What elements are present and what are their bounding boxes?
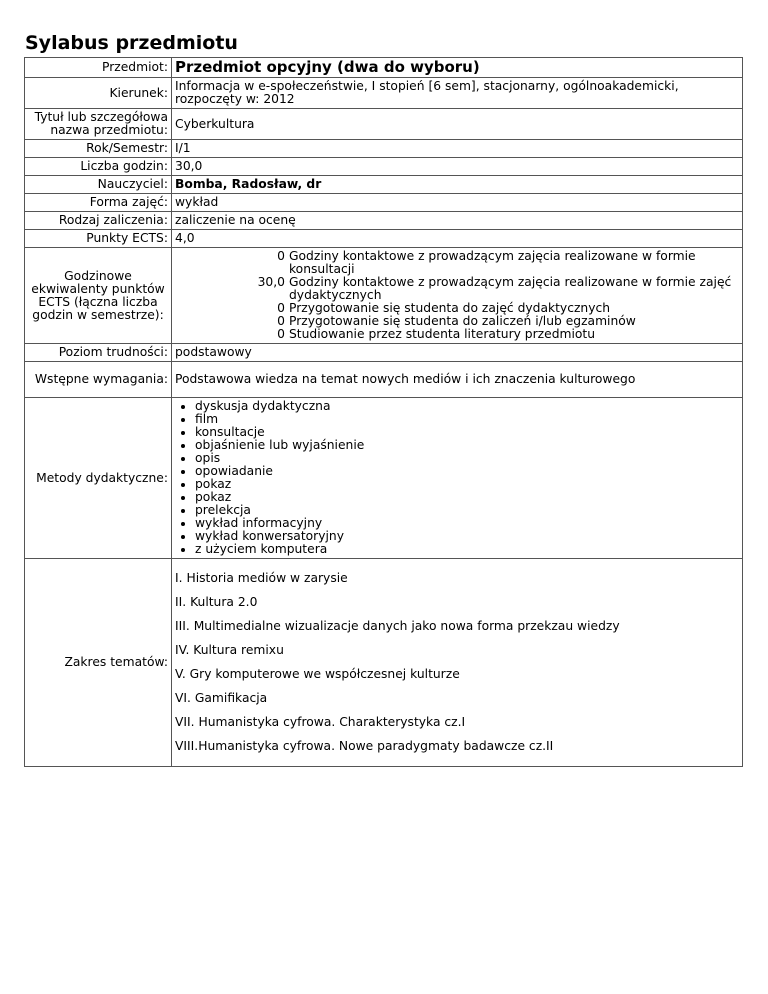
row-forma <box>25 194 743 212</box>
list-item: • pokaz <box>195 478 739 491</box>
hours-num: 30,0 <box>257 275 285 289</box>
row-nauczyciel <box>25 176 743 194</box>
row-rok <box>25 140 743 158</box>
row-kierunek <box>25 78 743 109</box>
label-wymagania: Wstępne wymagania: <box>25 362 172 398</box>
topic-item: VII. Humanistyka cyfrowa. Charakterystyka cz.I <box>175 715 466 729</box>
list-item: • wykład informacyjny <box>195 517 739 530</box>
list-item: • opis <box>195 452 739 465</box>
value-forma: wykład <box>172 194 743 212</box>
value-wymagania: Podstawowa wiedza na temat nowych mediów i ich znaczenia kulturowego <box>172 362 743 398</box>
row-poziom <box>25 344 743 362</box>
hours-text: Przygotowanie się studenta do zajęć dydaktycznych <box>289 301 611 315</box>
value-nauczyciel: Bomba, Radosław, dr <box>172 176 743 194</box>
list-item: • objaśnienie lub wyjaśnienie <box>195 439 739 452</box>
label-zakres: Zakres tematów: <box>25 559 172 767</box>
hours-text: Przygotowanie się studenta do zaliczeń i/lub egzaminów <box>289 314 636 328</box>
topic-item: V. Gry komputerowe we współczesnej kulturze <box>175 667 460 681</box>
label-ects: Punkty ECTS: <box>25 230 172 248</box>
hours-num: 0 <box>277 327 285 341</box>
value-godziny: 30,0 <box>172 158 743 176</box>
row-zaliczenie <box>25 212 743 230</box>
methods-list <box>175 400 739 556</box>
label-przedmiot: Przedmiot: <box>25 58 172 78</box>
label-kierunek: Kierunek: <box>25 78 172 109</box>
row-ects <box>25 230 743 248</box>
row-zakres <box>25 559 743 767</box>
hours-list <box>175 250 739 341</box>
value-kierunek: Informacja w e-społeczeństwie, I stopień [6 sem], stacjonarny, ogólnoakademicki, rozpoczęty w: 2012 <box>172 78 743 109</box>
label-rok: Rok/Semestr: <box>25 140 172 158</box>
label-zaliczenie: Rodzaj zaliczenia: <box>25 212 172 230</box>
row-wymagania <box>25 362 743 398</box>
hours-num: 0 <box>277 249 285 263</box>
list-item: • wykład konwersatoryjny <box>195 530 739 543</box>
list-item: • prelekcja <box>195 504 739 517</box>
value-rok: I/1 <box>172 140 743 158</box>
hours-text: Godziny kontaktowe z prowadzącym zajęcia realizowane w formie zajęć dydaktycznych <box>289 275 732 302</box>
value-poziom: podstawowy <box>172 344 743 362</box>
topic-item: VI. Gamifikacja <box>175 691 268 705</box>
value-ekwiwalenty <box>172 248 743 344</box>
label-ekwiwalenty: Godzinowe ekwiwalenty punktów ECTS (łączna liczba godzin w semestrze): <box>25 248 172 344</box>
label-forma: Forma zajęć: <box>25 194 172 212</box>
topic-item: II. Kultura 2.0 <box>175 595 258 609</box>
list-item: • konsultacje <box>195 426 739 439</box>
hours-text: Studiowanie przez studenta literatury przedmiotu <box>289 327 596 341</box>
value-metody <box>172 398 743 559</box>
hours-num: 0 <box>277 314 285 328</box>
row-przedmiot <box>25 58 743 78</box>
value-zakres <box>172 559 743 767</box>
topic-item: III. Multimedialne wizualizacje danych jako nowa forma przekzau wiedzy <box>175 619 620 633</box>
topic-item: I. Historia mediów w zarysie <box>175 571 348 585</box>
list-item: • film <box>195 413 739 426</box>
topic-item: VIII.Humanistyka cyfrowa. Nowe paradygmaty badawcze cz.II <box>175 739 554 753</box>
label-metody: Metody dydaktyczne: <box>25 398 172 559</box>
list-item: • dyskusja dydaktyczna <box>195 400 739 413</box>
value-tytul: Cyberkultura <box>172 109 743 140</box>
label-godziny: Liczba godzin: <box>25 158 172 176</box>
value-ects: 4,0 <box>172 230 743 248</box>
hours-num: 0 <box>277 301 285 315</box>
list-item: • opowiadanie <box>195 465 739 478</box>
row-tytul <box>25 109 743 140</box>
label-tytul: Tytuł lub szczegółowa nazwa przedmiotu: <box>25 109 172 140</box>
list-item: • z użyciem komputera <box>195 543 739 556</box>
page-title: Sylabus przedmiotu <box>25 32 238 54</box>
list-item: • pokaz <box>195 491 739 504</box>
row-ekwiwalenty <box>25 248 743 344</box>
row-metody <box>25 398 743 559</box>
value-przedmiot: Przedmiot opcyjny (dwa do wyboru) <box>172 58 743 78</box>
hours-text: Godziny kontaktowe z prowadzącym zajęcia realizowane w formie konsultacji <box>289 249 696 276</box>
topic-item: IV. Kultura remixu <box>175 643 284 657</box>
value-zaliczenie: zaliczenie na ocenę <box>172 212 743 230</box>
label-poziom: Poziom trudności: <box>25 344 172 362</box>
syllabus-table <box>24 57 743 767</box>
row-godziny <box>25 158 743 176</box>
label-nauczyciel: Nauczyciel: <box>25 176 172 194</box>
